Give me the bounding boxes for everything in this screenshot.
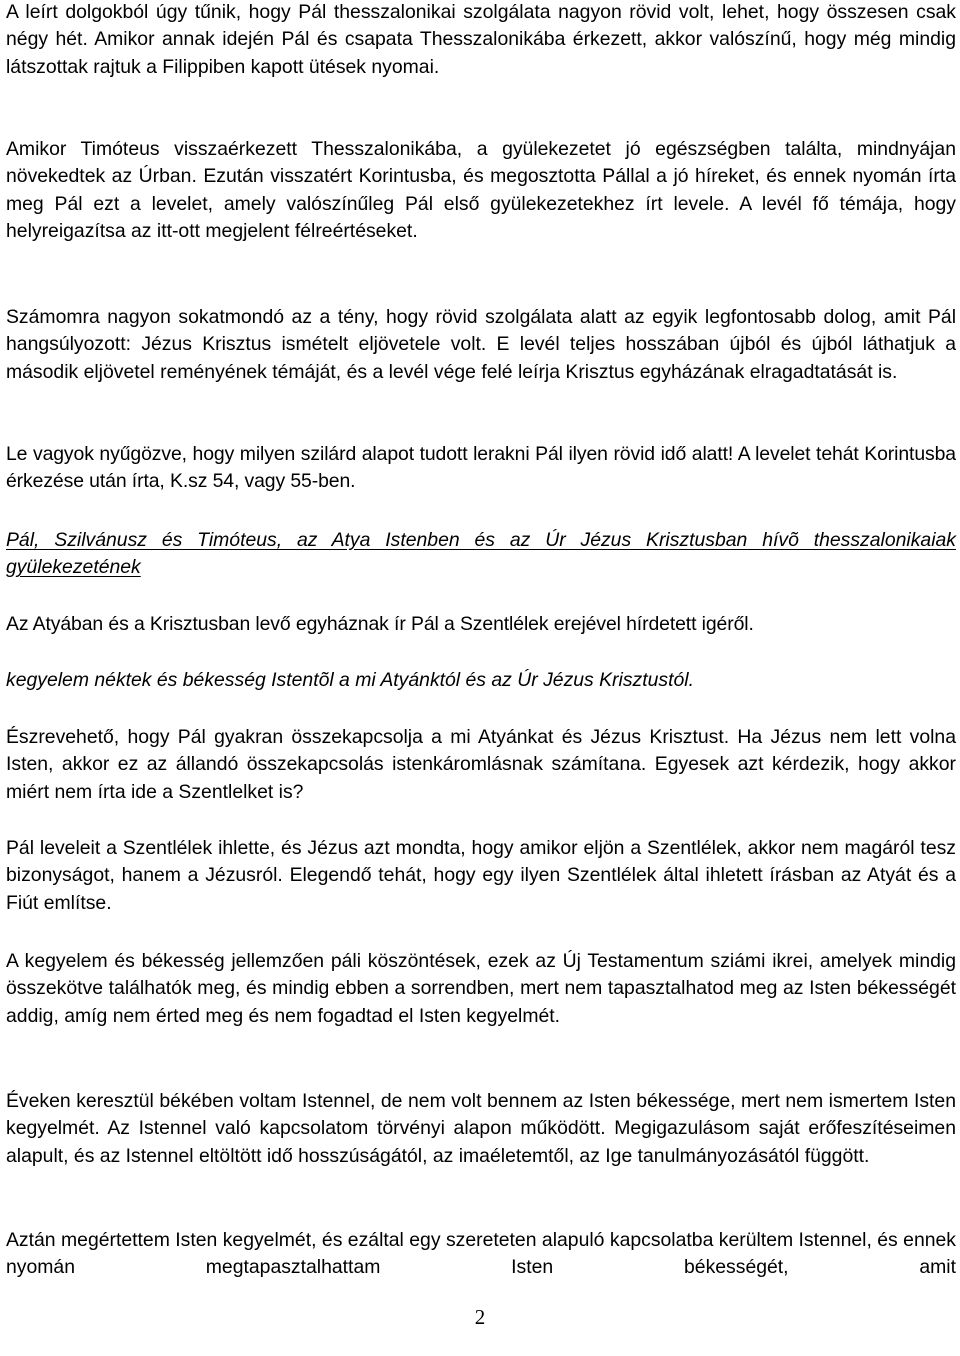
paragraph-11: Éveken keresztül békében voltam Istennel, de nem volt bennem az Isten békessége, mert nem ismertem Isten kegyelmét. Az Istennel való kapcsolatom törvényi alapon működött. Megigazulásom saját erőfeszítéseimen alapult, és az Istennel eltöltött idő hosszúságától, az imaéletemtől, az Ige tanulmányozásától függött. [6,1090,956,1167]
paragraph-8: Észrevehető, hogy Pál gyakran összekapcsolja a mi Atyánkat és Jézus Krisztust. Ha Jézus nem lett volna Isten, akkor ez az állandó összekapcsolás istenkáromlásnak számítana. Egyesek azt kérdezik, hogy akkor miért nem írta ide a Szentlelket is? [6,726,956,803]
paragraph-6: Az Atyában és a Krisztusban levő egyháznak ír Pál a Szentlélek erejével hírdetett igéről. [6,613,754,635]
paragraph-2: Amikor Timóteus visszaérkezett Thesszalonikába, a gyülekezetet jó egészségben találta, mindnyájan növekedtek az Úrban. Ezután visszatért Korintusba, és megosztotta Pállal a jó híreket, és ennek nyomán írta meg Pál ezt a levelet, amely valószínűleg Pál első gyülekezetekhez írt levele. A levél fő témája, hogy helyreigazítsa az itt-ott megjelent félreértéseket. [6,138,956,243]
page-number: 2 [474,1305,486,1329]
scripture-quote-2: kegyelem néktek és békesség Istentõl a mi Atyánktól és az Úr Jézus Krisztustól. [6,669,694,691]
scripture-quote-1: Pál, Szilvánusz és Timóteus, az Atya Istenben és az Úr Jézus Krisztusban hívõ thesszalonikaiak gyülekezetének [6,529,956,579]
paragraph-4: Le vagyok nyűgözve, hogy milyen szilárd alapot tudott lerakni Pál ilyen rövid idő alatt! A levelet tehát Korintusba érkezése után írta, K.sz 54, vagy 55-ben. [6,443,956,493]
paragraph-12: Aztán megértettem Isten kegyelmét, és ezáltal egy szereteten alapuló kapcsolatba kerültem Istennel, és ennek nyomán megtapasztalhattam Isten békességét, amit [6,1229,956,1279]
paragraph-3: Számomra nagyon sokatmondó az a tény, hogy rövid szolgálata alatt az egyik legfontosabb dolog, amit Pál hangsúlyozott: Jézus Krisztus ismételt eljövetele volt. E levél teljes hosszában újból és újból láthatjuk a második eljövetel reményének témáját, és a levél vége felé leírja Krisztus egyházának elragadtatását is. [6,306,956,383]
paragraph-10: A kegyelem és békesség jellemzően páli köszöntések, ezek az Új Testamentum sziámi ikrei, amelyek mindig összekötve találhatók meg, és mindig ebben a sorrendben, mert nem tapasztalhatod meg az Isten békességét addig, amíg nem érted meg és nem fogadtad el Isten kegyelmét. [6,950,956,1027]
paragraph-9: Pál leveleit a Szentlélek ihlette, és Jézus azt mondta, hogy amikor eljön a Szentlélek, akkor nem magáról tesz bizonyságot, hanem a Jézusról. Elegendő tehát, hogy egy ilyen Szentlélek által ihletett írásban az Atyát és a Fiút említse. [6,837,956,914]
paragraph-1: A leírt dolgokból úgy tűnik, hogy Pál thesszalonikai szolgálata nagyon rövid volt, lehet, hogy összesen csak négy hét. Amikor annak idején Pál és csapata Thesszalonikába érkezett, akkor valószínű, hogy még mindig látszottak rajtuk a Filippiben kapott ütések nyomai. [6,1,956,78]
